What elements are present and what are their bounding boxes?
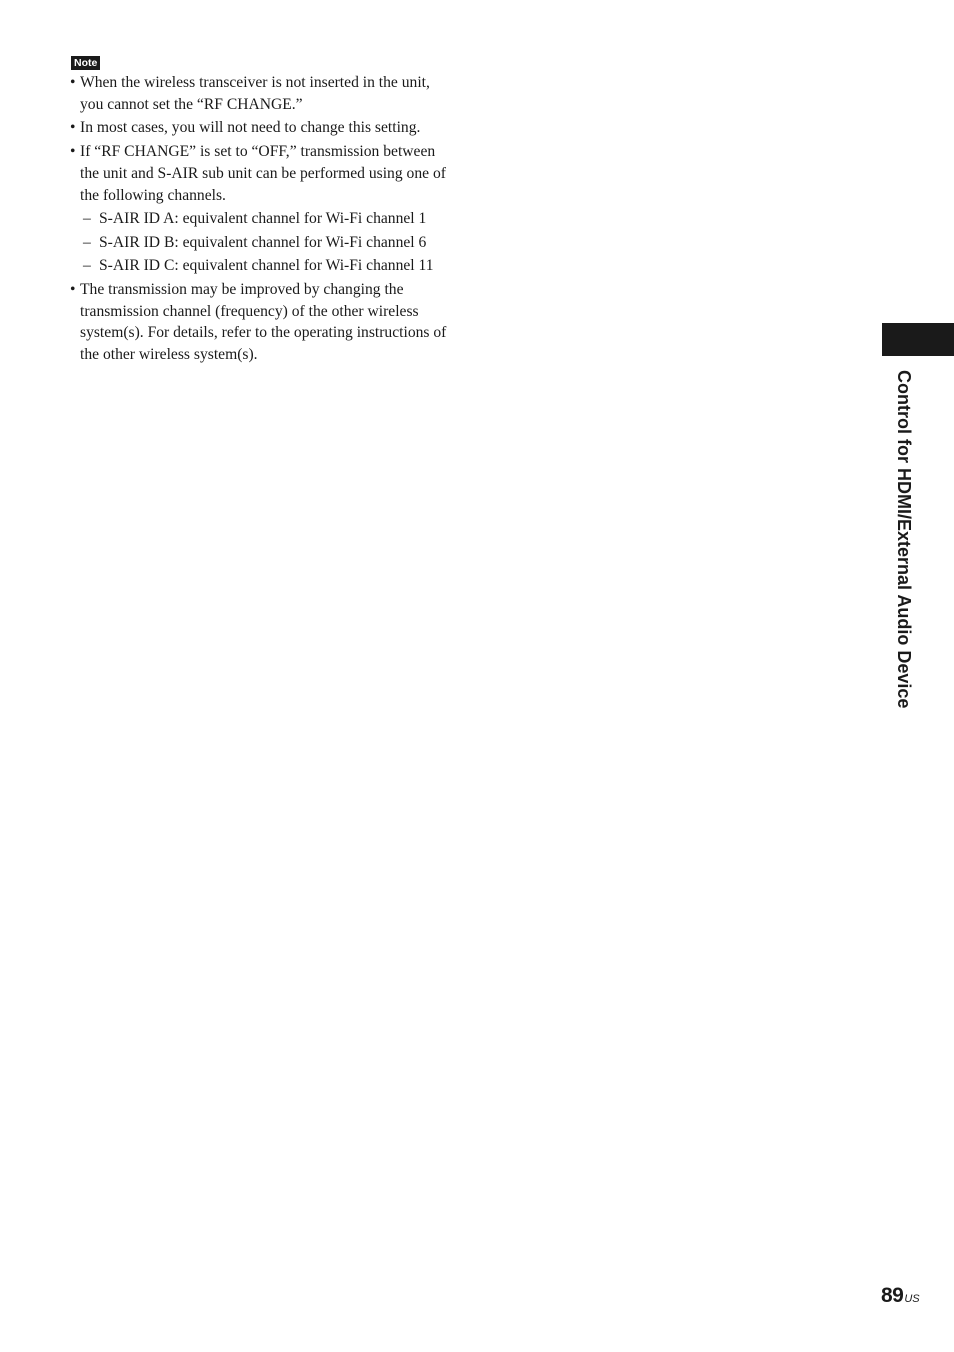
note-item-3 [70,141,450,277]
channel-item-a: – S-AIR ID A: equivalent channel for Wi-Fi channel 1 [80,208,450,230]
note-badge: Note [71,56,100,70]
note-item-2 [70,117,450,139]
section-tab-marker [882,323,954,356]
channel-list [80,208,450,277]
page-number [881,1283,920,1309]
channel-item-b: – S-AIR ID B: equivalent channel for Wi-Fi channel 6 [80,232,450,254]
note-list [70,72,450,368]
note-item-text: In most cases, you will not need to change this setting. [80,119,421,137]
page-region-suffix: US [904,1293,920,1305]
channel-item-c: – S-AIR ID C: equivalent channel for Wi-Fi channel 11 [80,255,450,277]
section-side-label: Control for HDMI/External Audio Device [894,370,914,709]
page-number-value: 89 [881,1284,904,1307]
note-item-text: When the wireless transceiver is not inserted in the unit, you cannot set the “RF CHANGE.” [80,74,430,113]
note-item-4 [70,279,450,366]
note-item-1 [70,72,450,116]
note-item-text: The transmission may be improved by changing the transmission channel (frequency) of the other wireless system(s). For details, refer to the operating instructions of the other wireless system(s). [80,280,447,364]
note-item-text: If “RF CHANGE” is set to “OFF,” transmission between the unit and S-AIR sub unit can be performed using one of the following channels. [80,142,446,204]
